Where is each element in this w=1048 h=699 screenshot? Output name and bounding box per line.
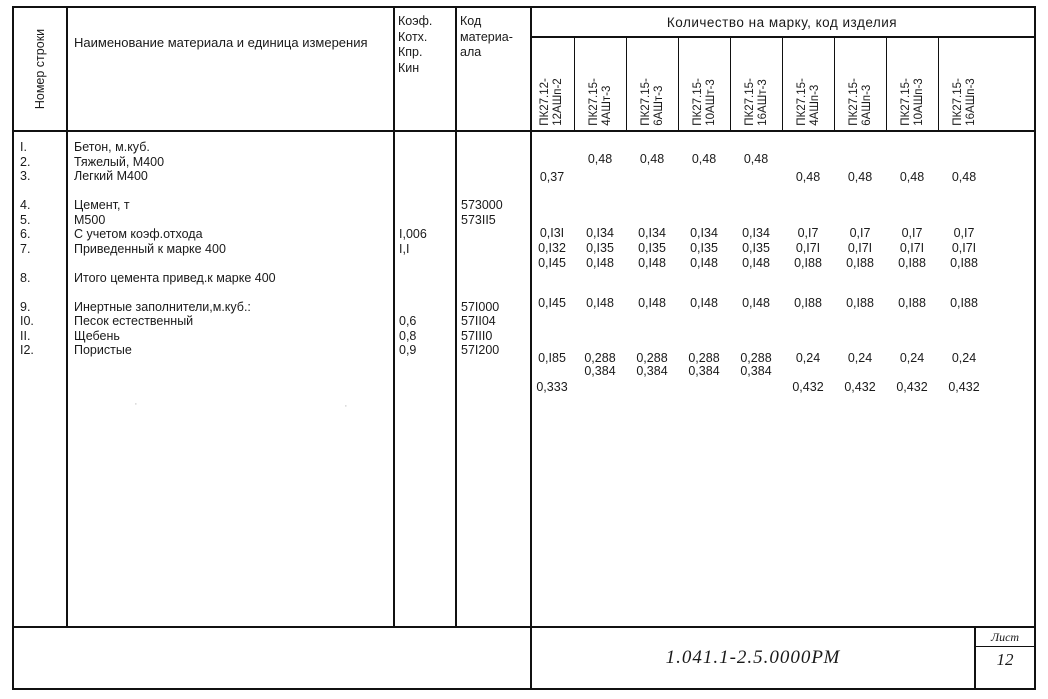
quantity-row [530,256,1034,271]
title-block-left [14,628,530,688]
header-quantity-columns [530,36,1034,130]
koef-cell [399,213,455,228]
header-row-number-label: Номер строки [32,28,47,110]
quantity-row [530,364,1034,379]
koef-cell [399,184,455,199]
qty-column-header-0 [530,36,574,130]
quantity-cell: 0,288 [740,351,772,365]
quantity-row [530,380,1034,395]
num-cell: 6. [20,227,31,241]
quantity-cell: 0,I48 [690,296,718,310]
code-cell [461,169,530,184]
quantity-cell: 0,48 [639,152,665,166]
code-cell: 57I200 [461,343,500,357]
qty-column-label-5: ПК27.15- 4АШп-3 [795,78,821,126]
code-cell [461,227,530,242]
koef-cell: 0,6 [399,314,417,328]
koef-cell [399,285,455,300]
qty-column-label-3: ПК27.15- 10АШт-3 [691,78,717,126]
quantity-cell: 0,I48 [690,256,718,270]
quantity-cell: 0,I7 [797,226,819,240]
quantity-cell: 0,I35 [690,241,718,255]
quantity-cell: 0,I7I [899,241,925,255]
quantity-cell: 0,I48 [638,256,666,270]
sheet-code: 1.041.1-2.5.0000РМ [530,628,974,688]
qty-column-label-8: ПК27.15- 16АШп-3 [951,78,977,126]
quantity-cell: 0,432 [844,380,876,394]
koef-cell [399,169,455,184]
quantity-cell: 0,I45 [538,296,566,310]
num-cell [20,256,66,271]
name-cell: М500 [74,212,106,227]
quantity-cell: 0,I88 [846,256,874,270]
quantity-cell: 0,384 [636,364,668,378]
quantity-cell: 0,333 [536,380,568,394]
quantity-cell: 0,I7I [951,241,977,255]
header-koef-line-2: Котх. [398,29,428,44]
qty-column-header-1 [574,36,626,130]
num-cell [20,285,66,300]
quantity-cell: 0,24 [847,351,873,365]
num-cell: II. [20,328,31,343]
quantity-cell: 0,I7 [953,226,975,240]
num-cell [20,184,66,199]
quantity-cell: 0,I7I [847,241,873,255]
quantity-cell: 0,384 [688,364,720,378]
quantity-cell: 0,384 [584,364,616,378]
body-quantity-values [530,130,1034,628]
quantity-cell: 0,I32 [538,241,566,255]
quantity-cell: 0,I35 [742,241,770,255]
sheet-number: 12 [996,650,1014,669]
quantity-cell: 0,48 [951,170,977,184]
name-cell: Итого цемента привед.к марке 400 [74,270,276,285]
quantity-cell: 0,432 [792,380,824,394]
koef-cell [399,256,455,271]
qty-column-label-1: ПК27.15- 4АШт-3 [587,78,613,126]
code-cell: 57I000 [461,299,500,314]
header-code-line-2: материа- [460,29,513,44]
name-cell [74,256,393,271]
sheet-number-block [974,628,1034,688]
quantity-row [530,241,1034,256]
quantity-cell: 0,I34 [638,226,666,240]
quantity-cell: 0,24 [795,351,821,365]
smudge-mark-2: · [344,400,348,412]
quantity-cell: 0,I7I [795,241,821,255]
quantity-cell: 0,432 [896,380,928,394]
name-cell: Песок естественный [74,314,194,328]
header-material-name: Наименование материала и единица измерения [74,35,368,50]
name-cell: С учетом коэф.отхода [74,227,203,241]
quantity-cell: 0,I48 [742,256,770,270]
quantity-cell: 0,I88 [950,296,978,310]
body-koef-values [393,130,455,628]
quantity-cell: 0,I88 [794,256,822,270]
koef-cell: I,I [399,241,410,256]
quantity-cell: 0,I35 [638,241,666,255]
quantity-row [530,226,1034,241]
quantity-cell: 0,I48 [586,256,614,270]
koef-cell [399,300,455,315]
quantity-cell: 0,I7 [849,226,871,240]
quantity-cell: 0,288 [584,351,616,365]
qty-column-label-0: ПК27.12- 12АШп-2 [539,78,564,126]
qty-column-header-3 [678,36,730,130]
header-koef-line-3: Кпр. [398,45,423,60]
num-cell: 4. [20,198,31,212]
qty-column-header-8 [938,36,990,130]
quantity-cell: 0,48 [847,170,873,184]
code-cell: 573000 [461,198,503,212]
quantity-cell: 0,37 [539,170,565,184]
name-cell [74,184,393,199]
name-cell: Бетон, м.куб. [74,140,150,154]
code-cell [461,256,530,271]
num-cell: I0. [20,314,34,328]
num-cell: 2. [20,154,31,169]
body-row-numbers [14,130,66,628]
qty-column-header-2 [626,36,678,130]
code-cell [461,242,530,257]
code-cell [461,285,530,300]
quantity-cell: 0,432 [948,380,980,394]
quantity-cell: 0,I88 [794,296,822,310]
header-code [455,8,530,130]
quantity-cell: 0,I45 [538,256,566,270]
code-cell [461,271,530,286]
koef-cell: I,006 [399,227,427,241]
num-cell: I. [20,140,27,154]
name-cell [74,285,393,300]
quantity-cell: 0,I3I [539,226,565,240]
quantity-cell: 0,48 [795,170,821,184]
drawing-sheet [12,6,1036,690]
qty-column-header-4 [730,36,782,130]
code-cell: 573II5 [461,212,496,227]
name-cell: Инертные заполнители,м.куб.: [74,299,251,314]
header-code-line-3: ала [460,45,482,60]
qty-column-label-7: ПК27.15- 10АШп-3 [899,78,925,126]
title-block [14,626,1034,688]
name-cell: Щебень [74,328,120,343]
quantity-cell: 0,I34 [586,226,614,240]
quantity-cell: 0,384 [740,364,772,378]
quantity-cell: 0,I85 [538,351,566,365]
qty-column-header-7 [886,36,938,130]
materials-table [14,8,1034,688]
sheet-label: Лист [976,630,1034,647]
quantity-cell: 0,I48 [638,296,666,310]
quantity-cell: 0,288 [636,351,668,365]
header-koef-line-1: Коэф. [398,14,433,28]
koef-cell: 0,9 [399,343,417,357]
name-cell: Тяжелый, М400 [74,154,165,169]
table-body [14,130,1034,628]
header-koef-line-4: Кин [398,60,420,75]
header-koef [393,8,455,130]
num-cell: 9. [20,299,31,314]
qty-column-header-6 [834,36,886,130]
name-cell: Пористые [74,343,132,357]
quantity-row [530,296,1034,311]
qty-column-label-2: ПК27.15- 6АШт-3 [639,78,665,126]
qty-column-label-6: ПК27.15- 6АШп-3 [847,78,873,126]
quantity-cell: 0,I34 [690,226,718,240]
num-cell: 8. [20,270,31,285]
quantity-cell: 0,I35 [586,241,614,255]
num-cell: 7. [20,241,31,256]
header-row-number [14,8,66,130]
quantity-cell: 0,I88 [898,256,926,270]
quantity-row [530,170,1034,185]
code-cell [461,140,530,155]
body-code-values [455,130,530,628]
quantity-cell: 0,48 [587,152,613,166]
header-code-line-1: Код [460,14,482,28]
koef-cell: 0,8 [399,328,417,343]
quantity-cell: 0,I88 [898,296,926,310]
quantity-cell: 0,I48 [586,296,614,310]
quantity-cell: 0,I88 [950,256,978,270]
qty-column-label-4: ПК27.15- 16АШт-3 [743,78,769,126]
quantity-cell: 0,I88 [846,296,874,310]
qty-column-header-5 [782,36,834,130]
code-cell: 57III0 [461,328,493,343]
quantity-cell: 0,I48 [742,296,770,310]
name-cell: Приведенный к марке 400 [74,241,226,256]
koef-cell [399,155,455,170]
body-material-names [66,130,393,628]
koef-cell [399,198,455,213]
name-cell: Легкий М400 [74,169,148,183]
koef-cell [399,271,455,286]
num-cell: I2. [20,343,34,357]
quantity-cell: 0,48 [691,152,717,166]
num-cell: 3. [20,169,31,183]
code-cell [461,155,530,170]
quantity-cell: 0,24 [951,351,977,365]
quantity-cell: 0,I34 [742,226,770,240]
name-cell: Цемент, т [74,198,130,212]
quantity-row [530,152,1034,167]
quantity-cell: 0,48 [899,170,925,184]
quantity-cell: 0,288 [688,351,720,365]
code-cell: 57II04 [461,314,496,328]
quantity-cell: 0,24 [899,351,925,365]
quantity-cell: 0,I7 [901,226,923,240]
num-cell: 5. [20,212,31,227]
code-cell [461,184,530,199]
quantity-cell: 0,48 [743,152,769,166]
header-quantity-title: Количество на марку, код изделия [666,14,898,30]
smudge-mark-1: · [134,398,138,410]
koef-cell [399,140,455,155]
